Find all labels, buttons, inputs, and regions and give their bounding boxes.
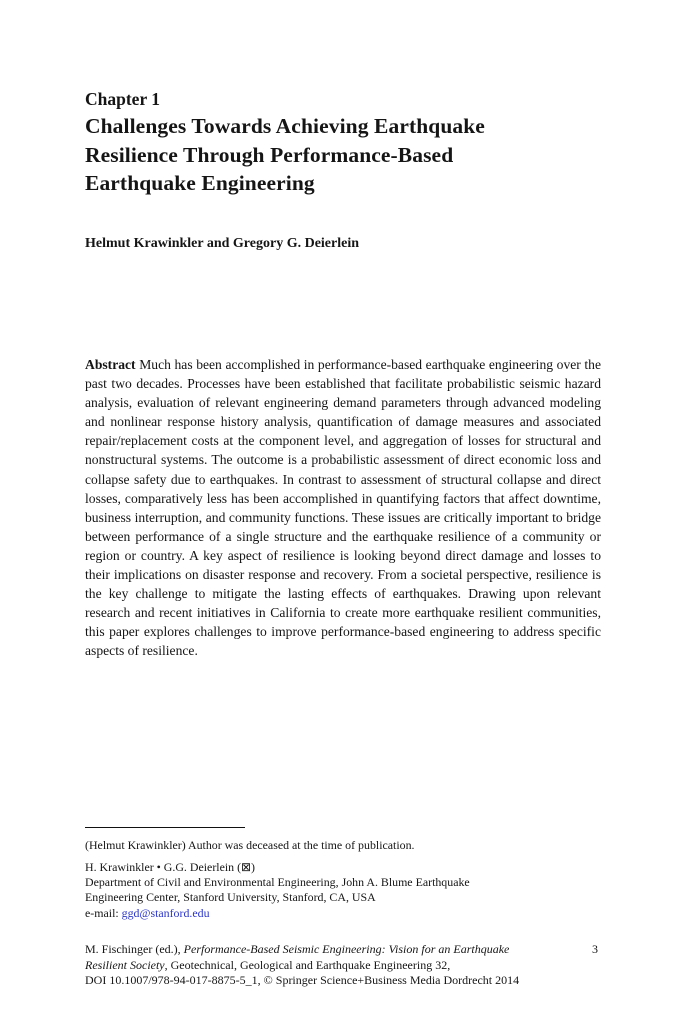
affiliation-block xyxy=(85,860,601,921)
authors-line: Helmut Krawinkler and Gregory G. Deierlein xyxy=(85,236,360,251)
abstract-label: Abstract xyxy=(85,357,136,372)
footer-doi-line: DOI 10.1007/978-94-017-8875-5_1, © Springer Science+Business Media Dordrecht 2014 xyxy=(85,973,520,988)
correspondence-line: H. Krawinkler • G.G. Deierlein (⊠) xyxy=(85,860,255,874)
chapter-title xyxy=(85,112,601,198)
abstract-text: Much has been accomplished in performance-based earthquake engineering over the past two decades. Processes have been established that facilitate probabilistic seismic hazard analysis, evaluation of relevant engineering demand parameters through advanced modeling and nonlinear response history analysis, quantification of damage measures and associated repair/replacement costs at the component level, and aggregation of losses for structural and nonstructural systems. The outcome is a probabilistic assessment of direct economic loss and collapse safety due to earthquakes. In contrast to assessment of structural collapse and direct losses, comparatively less has been accomplished in quantifying factors that affect downtime, business interruption, and community functions. These issues are critically important to bridge between performance of a single structure and the earthquake resilience of a community or region or country. A key aspect of resilience is looking beyond direct damage and losses to their implications on disaster response and recovery. From a societal perspective, resilience is the key challenge to mitigate the lasting effects of earthquakes. Drawing upon relevant research and recent initiatives in California to create more earthquake resilient communities, this paper explores challenges to improve performance-based engineering to address specific aspects of resilience. xyxy=(85,357,601,659)
footer-series-info: , Geotechnical, Geological and Earthquake Engineering 32, xyxy=(164,957,451,972)
footer-book-title-part2: Resilient Society xyxy=(85,957,165,972)
chapter-title-line-2: Resilience Through Performance-Based xyxy=(85,142,454,167)
footer-line-2 xyxy=(85,958,565,974)
chapter-title-line-1: Challenges Towards Achieving Earthquake xyxy=(85,114,485,138)
page-number: 3 xyxy=(592,942,598,956)
chapter-label: Chapter 1 xyxy=(85,89,161,109)
footer-book-title-part1: Performance-Based Seismic Engineering: Vision for an Earthquake xyxy=(183,942,510,956)
affiliation-line-2: Engineering Center, Stanford University, Stanford, CA, USA xyxy=(85,890,376,905)
copyright-footer xyxy=(85,942,565,989)
chapter-title-line-3: Earthquake Engineering xyxy=(85,171,315,195)
footer-line-1 xyxy=(85,942,565,958)
email-link[interactable]: ggd@stanford.edu xyxy=(121,905,210,920)
affiliation-line-1: Department of Civil and Environmental Engineering, John A. Blume Earthquake xyxy=(85,875,470,890)
footer-editor: M. Fischinger (ed.), xyxy=(85,942,184,956)
email-prefix: e-mail: xyxy=(85,905,122,920)
abstract-paragraph xyxy=(85,355,601,661)
email-line xyxy=(85,906,601,921)
deceased-note: (Helmut Krawinkler) Author was deceased at the time of publication. xyxy=(85,838,415,852)
footnote-rule xyxy=(85,827,245,828)
